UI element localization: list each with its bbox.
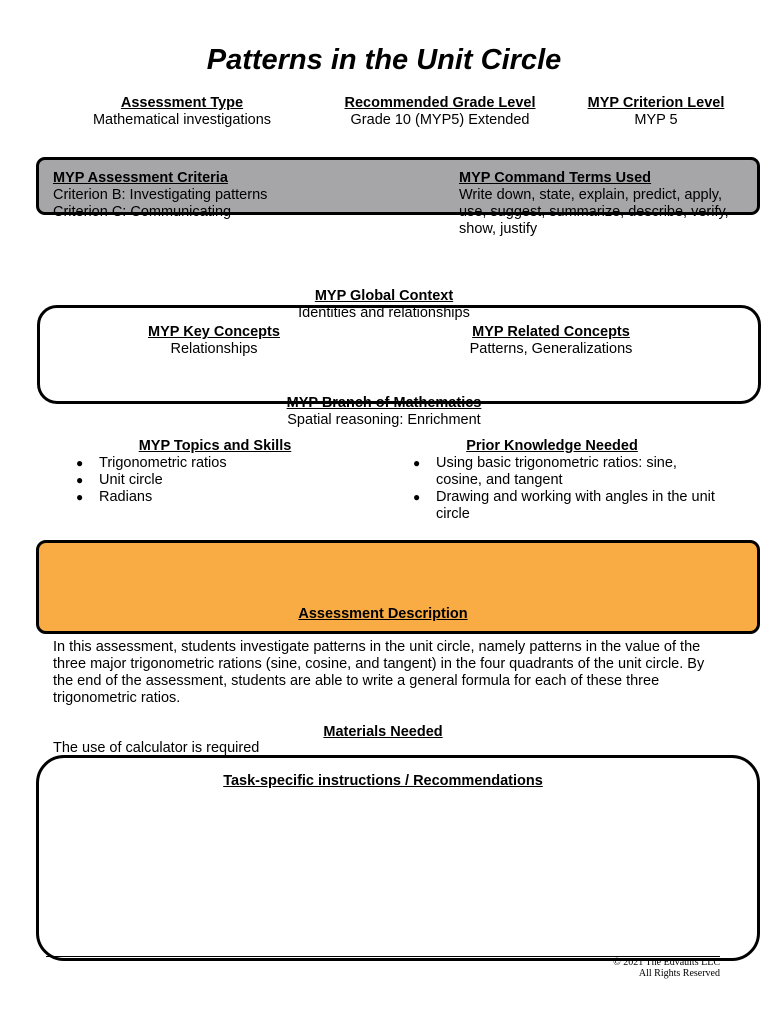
global-context-label: MYP Global Context [314, 288, 454, 304]
copyright-text: © 2021 The Edvaults LLC [613, 957, 720, 968]
criterion-level-value: MYP 5 [634, 112, 678, 128]
assessment-type-block [62, 95, 302, 129]
branch-value: Spatial reasoning: Enrichment [287, 412, 481, 428]
footer-copyright [613, 957, 720, 979]
topics-list [76, 455, 376, 506]
list-item: ● Trigonometric ratios [76, 455, 376, 472]
key-concepts-label: MYP Key Concepts [148, 324, 280, 340]
prior-knowledge-label: Prior Knowledge Needed [466, 438, 638, 454]
assessment-criteria-label: MYP Assessment Criteria [53, 170, 228, 186]
criterion-item: Criterion C: Communicating [53, 204, 232, 220]
criterion-item: Criterion B: Investigating patterns [53, 187, 268, 203]
key-concepts [94, 324, 334, 358]
grade-level-value: Grade 10 (MYP5) Extended [350, 112, 530, 128]
branch-label: MYP Branch of Mathematics [286, 395, 482, 411]
materials-value: The use of calculator is required [53, 740, 260, 756]
command-terms-value: Write down, state, explain, predict, apply, use, suggest, summarize, describe, verify, show, justify [459, 187, 729, 237]
assessment-type-label: Assessment Type [120, 95, 244, 111]
grade-level-block [320, 95, 560, 129]
command-terms [459, 170, 749, 238]
list-item: ● Drawing and working with angles in the unit circle [413, 489, 723, 523]
key-concepts-value: Relationships [170, 341, 258, 357]
prior-knowledge-list [413, 455, 723, 523]
topics-label: MYP Topics and Skills [138, 438, 292, 454]
list-item: ● Unit circle [76, 472, 376, 489]
criterion-level-label: MYP Criterion Level [587, 95, 725, 111]
materials-label: Materials Needed [323, 724, 443, 740]
topics-and-skills [76, 438, 376, 506]
global-context-value: Identities and relationships [298, 305, 470, 321]
assessment-criteria [53, 170, 433, 221]
description-label: Assessment Description [298, 606, 468, 622]
branch-of-mathematics [184, 395, 584, 429]
grade-level-label: Recommended Grade Level [344, 95, 536, 111]
related-concepts-label: MYP Related Concepts [472, 324, 630, 340]
related-concepts-value: Patterns, Generalizations [469, 341, 633, 357]
assessment-type-value: Mathematical investigations [92, 112, 272, 128]
related-concepts [426, 324, 676, 358]
command-terms-label: MYP Command Terms Used [459, 170, 652, 186]
list-item: ● Radians [76, 489, 376, 506]
criterion-level-block [570, 95, 742, 129]
page-title: Patterns in the Unit Circle [206, 44, 562, 76]
rights-text: All Rights Reserved [638, 968, 720, 979]
description-text: In this assessment, students investigate patterns in the unit circle, namely patterns in the value of the three major trigonometric rations (sine, cosine, and tangent) in the four quadrants of the unit circle. By the end of the assessment, students are able to write a general formula for each of these three trigonometric ratios. [53, 639, 705, 706]
task-label: Task-specific instructions / Recommendations [223, 773, 543, 789]
list-item: ● Using basic trigonometric ratios: sine, cosine, and tangent [413, 455, 723, 489]
prior-knowledge [413, 438, 723, 523]
